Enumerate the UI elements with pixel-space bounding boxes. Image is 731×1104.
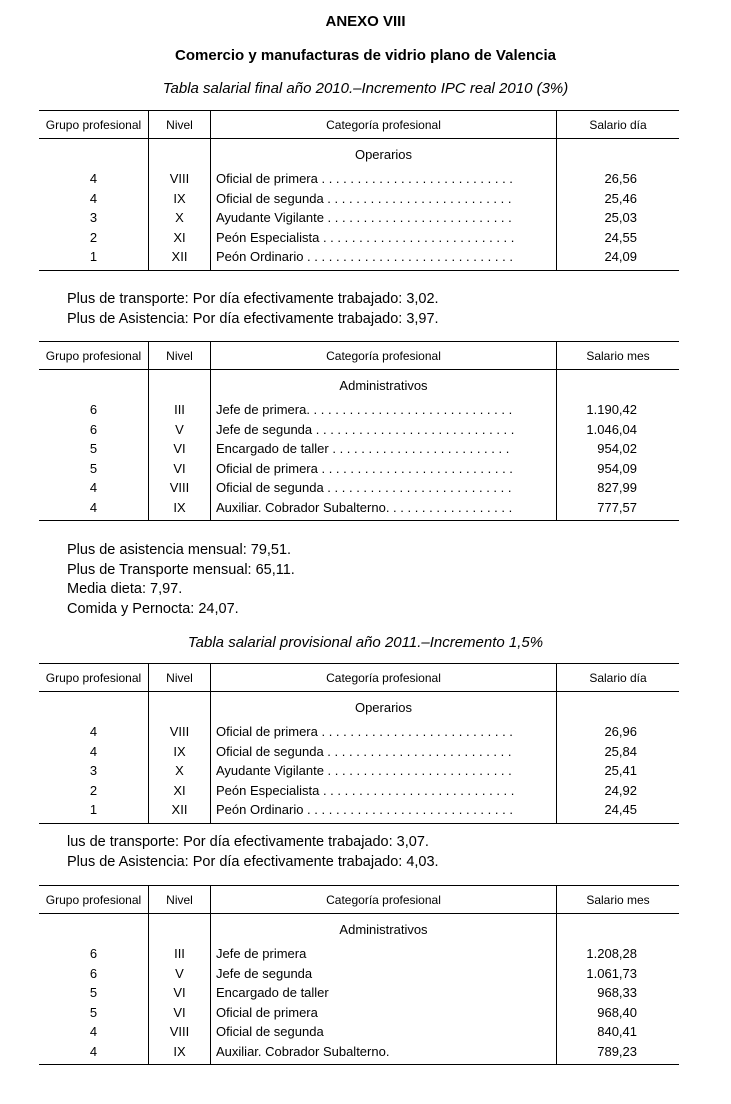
categoria-cell: Encargado de taller — [211, 983, 557, 1003]
table-row — [39, 944, 679, 964]
categoria-cell: Oficial de segunda . . . . . . . . . . . . . . . . . . . . . . . . . . — [211, 742, 557, 762]
grupo-cell: 4 — [39, 169, 149, 189]
empty-cell — [557, 914, 680, 945]
note-line: Media dieta: 7,97. — [67, 581, 183, 597]
nivel-cell: V — [149, 964, 211, 984]
grupo-cell: 4 — [39, 498, 149, 521]
salario-cell: 24,55 — [604, 229, 637, 245]
nivel-cell: VIII — [149, 1022, 211, 1042]
grupo-cell: 5 — [39, 983, 149, 1003]
table-row — [39, 420, 679, 440]
nivel-cell: III — [149, 400, 211, 420]
salario-cell: 24,92 — [604, 782, 637, 798]
salario-cell: 968,40 — [597, 1004, 637, 1020]
header-categoria-profesional: Categoría profesional — [211, 664, 557, 692]
grupo-cell: 3 — [39, 208, 149, 228]
salario-cell: 777,57 — [597, 499, 637, 515]
table-header-row — [39, 886, 679, 914]
salary-table-2011-operarios — [39, 663, 679, 824]
grupo-cell: 5 — [39, 439, 149, 459]
salario-cell: 789,23 — [597, 1043, 637, 1059]
salario-cell: 1.046,04 — [586, 421, 637, 437]
salario-cell: 26,56 — [604, 171, 637, 187]
table-row — [39, 964, 679, 984]
empty-cell — [149, 370, 211, 401]
grupo-cell: 5 — [39, 459, 149, 479]
categoria-cell: Oficial de primera . . . . . . . . . . . . . . . . . . . . . . . . . . . — [211, 459, 557, 479]
header-grupo-profesional: Grupo profesional — [39, 886, 149, 914]
categoria-cell: Ayudante Vigilante . . . . . . . . . . . . . . . . . . . . . . . . . . — [211, 208, 557, 228]
empty-cell — [557, 139, 680, 170]
salario-cell: 25,41 — [604, 763, 637, 779]
note-line: Plus de asistencia mensual: 79,51. — [67, 542, 292, 558]
document-subtitle: Comercio y manufacturas de vidrio plano de Valencia — [175, 47, 556, 64]
nivel-cell: VI — [149, 459, 211, 479]
document-title: ANEXO VIII — [325, 13, 406, 30]
categoria-cell: Oficial de primera — [211, 1003, 557, 1023]
salario-cell: 25,46 — [604, 190, 637, 206]
nivel-cell: IX — [149, 742, 211, 762]
salario-cell: 840,41 — [597, 1024, 637, 1040]
empty-cell — [149, 692, 211, 723]
table-row — [39, 800, 679, 823]
section-name: Administrativos — [211, 914, 557, 945]
categoria-cell: Jefe de primera — [211, 944, 557, 964]
table-row — [39, 228, 679, 248]
salario-cell: 26,96 — [604, 724, 637, 740]
grupo-cell: 6 — [39, 420, 149, 440]
categoria-cell: Peón Especialista . . . . . . . . . . . . . . . . . . . . . . . . . . . — [211, 228, 557, 248]
categoria-cell: Peón Ordinario . . . . . . . . . . . . . . . . . . . . . . . . . . . . . — [211, 247, 557, 270]
nivel-cell: X — [149, 761, 211, 781]
categoria-cell: Oficial de primera . . . . . . . . . . . . . . . . . . . . . . . . . . . — [211, 169, 557, 189]
table-row — [39, 1022, 679, 1042]
grupo-cell: 6 — [39, 400, 149, 420]
header-nivel: Nivel — [149, 111, 211, 139]
grupo-cell: 6 — [39, 964, 149, 984]
note-line: Plus de Transporte mensual: 65,11. — [67, 561, 295, 578]
section-name: Operarios — [211, 692, 557, 723]
categoria-cell: Oficial de primera . . . . . . . . . . . . . . . . . . . . . . . . . . . — [211, 722, 557, 742]
nivel-cell: XII — [149, 800, 211, 823]
table-row — [39, 459, 679, 479]
categoria-cell: Jefe de primera. . . . . . . . . . . . . . . . . . . . . . . . . . . . . — [211, 400, 557, 420]
header-categoria-profesional: Categoría profesional — [211, 886, 557, 914]
header-grupo-profesional: Grupo profesional — [39, 111, 149, 139]
note-line: lus de transporte: Por día efectivamente trabajado: 3,07. — [67, 834, 429, 850]
header-salario: Salario día — [557, 111, 680, 139]
section-title-2010: Tabla salarial final año 2010.–Incremento IPC real 2010 (3%) — [162, 80, 569, 97]
salario-cell: 1.061,73 — [586, 965, 637, 981]
section-name: Operarios — [211, 139, 557, 170]
table-row — [39, 742, 679, 762]
grupo-cell: 3 — [39, 761, 149, 781]
table-row — [39, 761, 679, 781]
table-row — [39, 1003, 679, 1023]
nivel-cell: VIII — [149, 169, 211, 189]
note-line: Comida y Pernocta: 24,07. — [67, 600, 239, 617]
empty-cell — [39, 692, 149, 723]
section-row — [39, 692, 679, 723]
header-salario: Salario día — [557, 664, 680, 692]
grupo-cell: 4 — [39, 478, 149, 498]
header-nivel: Nivel — [149, 664, 211, 692]
table-row — [39, 247, 679, 270]
section-row — [39, 914, 679, 945]
grupo-cell: 4 — [39, 189, 149, 209]
salario-cell: 1.190,42 — [586, 402, 637, 418]
grupo-cell: 2 — [39, 781, 149, 801]
salario-cell: 968,33 — [597, 985, 637, 1001]
nivel-cell: IX — [149, 1042, 211, 1065]
salario-cell: 827,99 — [597, 480, 637, 496]
categoria-cell: Auxiliar. Cobrador Subalterno. . . . . . . . . . . . . . . . . . — [211, 498, 557, 521]
grupo-cell: 2 — [39, 228, 149, 248]
salario-cell: 25,84 — [604, 743, 637, 759]
categoria-cell: Oficial de segunda . . . . . . . . . . . . . . . . . . . . . . . . . . — [211, 189, 557, 209]
table-header-row — [39, 664, 679, 692]
grupo-cell: 4 — [39, 722, 149, 742]
empty-cell — [39, 139, 149, 170]
nivel-cell: VI — [149, 1003, 211, 1023]
categoria-cell: Jefe de segunda . . . . . . . . . . . . . . . . . . . . . . . . . . . . — [211, 420, 557, 440]
nivel-cell: VI — [149, 439, 211, 459]
salario-cell: 1.208,28 — [586, 946, 637, 962]
nivel-cell: XI — [149, 781, 211, 801]
grupo-cell: 6 — [39, 944, 149, 964]
header-categoria-profesional: Categoría profesional — [211, 342, 557, 370]
salario-cell: 24,09 — [604, 249, 637, 265]
table-row — [39, 498, 679, 521]
salary-table-2011-administrativos — [39, 885, 679, 1065]
notes-2010-administrativos — [67, 541, 295, 619]
table-row — [39, 983, 679, 1003]
categoria-cell: Ayudante Vigilante . . . . . . . . . . . . . . . . . . . . . . . . . . — [211, 761, 557, 781]
note-line: Plus de Asistencia: Por día efectivamente trabajado: 4,03. — [67, 853, 439, 870]
salary-table-2010-administrativos — [39, 341, 679, 521]
notes-2010-operarios — [67, 290, 439, 329]
salario-cell: 954,02 — [597, 441, 637, 457]
empty-cell — [39, 370, 149, 401]
salario-cell: 25,03 — [604, 210, 637, 226]
header-salario: Salario mes — [557, 886, 680, 914]
nivel-cell: IX — [149, 189, 211, 209]
nivel-cell: III — [149, 944, 211, 964]
grupo-cell: 4 — [39, 742, 149, 762]
table-row — [39, 208, 679, 228]
header-grupo-profesional: Grupo profesional — [39, 664, 149, 692]
nivel-cell: V — [149, 420, 211, 440]
note-line: Plus de Asistencia: Por día efectivamente trabajado: 3,97. — [67, 310, 439, 327]
salary-table-2010-operarios — [39, 110, 679, 271]
categoria-cell: Oficial de segunda . . . . . . . . . . . . . . . . . . . . . . . . . . — [211, 478, 557, 498]
note-line: Plus de transporte: Por día efectivamente trabajado: 3,02. — [67, 291, 439, 307]
nivel-cell: XI — [149, 228, 211, 248]
section-title-2011: Tabla salarial provisional año 2011.–Incremento 1,5% — [187, 634, 544, 651]
grupo-cell: 1 — [39, 800, 149, 823]
header-categoria-profesional: Categoría profesional — [211, 111, 557, 139]
table-header-row — [39, 342, 679, 370]
empty-cell — [149, 139, 211, 170]
categoria-cell: Auxiliar. Cobrador Subalterno. — [211, 1042, 557, 1065]
header-grupo-profesional: Grupo profesional — [39, 342, 149, 370]
categoria-cell: Oficial de segunda — [211, 1022, 557, 1042]
grupo-cell: 4 — [39, 1022, 149, 1042]
table-row — [39, 169, 679, 189]
notes-2011-operarios — [67, 833, 439, 872]
empty-cell — [39, 914, 149, 945]
empty-cell — [557, 370, 680, 401]
table-row — [39, 478, 679, 498]
table-row — [39, 400, 679, 420]
table-row — [39, 781, 679, 801]
table-row — [39, 1042, 679, 1065]
nivel-cell: XII — [149, 247, 211, 270]
grupo-cell: 5 — [39, 1003, 149, 1023]
categoria-cell: Encargado de taller . . . . . . . . . . . . . . . . . . . . . . . . . — [211, 439, 557, 459]
nivel-cell: IX — [149, 498, 211, 521]
salario-cell: 24,45 — [604, 802, 637, 818]
empty-cell — [557, 692, 680, 723]
nivel-cell: X — [149, 208, 211, 228]
empty-cell — [149, 914, 211, 945]
categoria-cell: Peón Ordinario . . . . . . . . . . . . . . . . . . . . . . . . . . . . . — [211, 800, 557, 823]
section-row — [39, 370, 679, 401]
nivel-cell: VI — [149, 983, 211, 1003]
table-header-row — [39, 111, 679, 139]
section-name: Administrativos — [211, 370, 557, 401]
section-row — [39, 139, 679, 170]
categoria-cell: Peón Especialista . . . . . . . . . . . . . . . . . . . . . . . . . . . — [211, 781, 557, 801]
grupo-cell: 1 — [39, 247, 149, 270]
salario-cell: 954,09 — [597, 460, 637, 476]
table-row — [39, 722, 679, 742]
grupo-cell: 4 — [39, 1042, 149, 1065]
header-salario: Salario mes — [557, 342, 680, 370]
table-row — [39, 189, 679, 209]
header-nivel: Nivel — [149, 886, 211, 914]
categoria-cell: Jefe de segunda — [211, 964, 557, 984]
header-nivel: Nivel — [149, 342, 211, 370]
nivel-cell: VIII — [149, 722, 211, 742]
nivel-cell: VIII — [149, 478, 211, 498]
table-row — [39, 439, 679, 459]
